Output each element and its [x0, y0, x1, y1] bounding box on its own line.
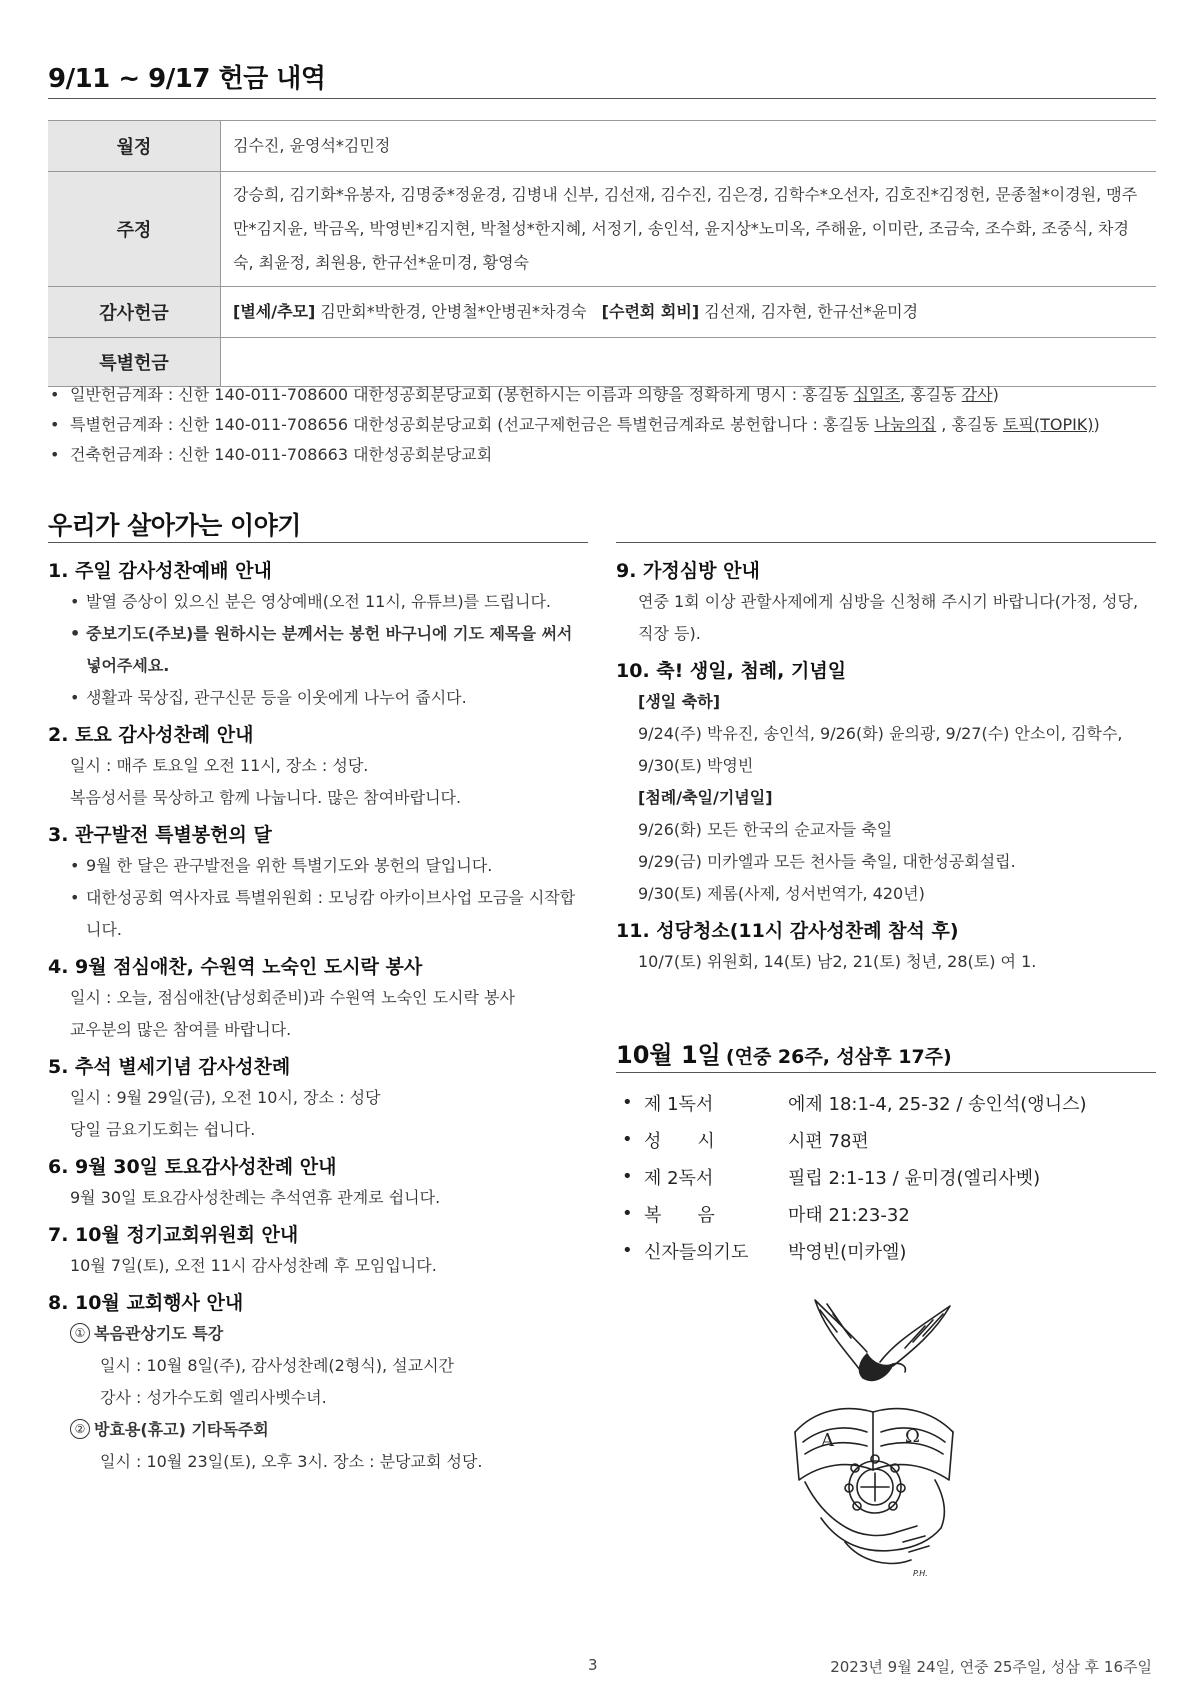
section-11-title: 11. 성당청소(11시 감사성찬례 참석 후): [616, 920, 959, 942]
section-5-line-2: 당일 금요기도회는 쉽니다.: [70, 1120, 256, 1139]
feast-line-1: 9/26(화) 모든 한국의 순교자들 축일: [638, 820, 893, 839]
circled-number-2: ②: [70, 1419, 90, 1439]
offering-table: [48, 120, 1156, 387]
reading-label: 신자들의기도: [644, 1241, 749, 1263]
section-8-sub-2-label: 방효용(휴고) 기타독주회: [94, 1420, 269, 1439]
offering-value-monthly: 김수진, 윤영석*김민정: [221, 121, 1157, 172]
readings-rule: [616, 1072, 1156, 1073]
readings-title: [616, 1035, 952, 1070]
offering-value-thanks: [221, 287, 1157, 338]
section-8-line-1: 일시 : 10월 8일(주), 감사성찬례(2형식), 설교시간: [100, 1356, 454, 1375]
reading-label: 성 시: [644, 1130, 715, 1152]
reading-label: 복 음: [644, 1204, 715, 1226]
story-rule-left: [48, 542, 588, 543]
reading-value: 마태 21:23-32: [788, 1204, 910, 1226]
offering-row-weekly: [48, 172, 1156, 287]
offering-row-thanks: [48, 287, 1156, 338]
readings-title-sub: (연중 26주, 성삼후 17주): [725, 1046, 952, 1068]
page-number: 3: [588, 1656, 598, 1674]
section-2-line-2: 복음성서를 묵상하고 함께 나눕니다. 많은 참여바랍니다.: [70, 788, 462, 807]
reading-value: 에제 18:1-4, 25-32 / 송인석(앵니스): [788, 1093, 1087, 1115]
readings-table: [622, 1084, 1087, 1269]
reading-value: 필립 2:1-13 / 윤미경(엘리사벳): [788, 1167, 1041, 1189]
section-1-bullet-3: • 생활과 묵상집, 관구신문 등을 이웃에게 나누어 줍시다.: [48, 682, 588, 714]
story-left-column: [48, 556, 588, 1478]
offering-label-monthly: 월정: [48, 121, 221, 172]
section-8-title: 8. 10월 교회행사 안내: [48, 1292, 244, 1314]
story-title: 우리가 살아가는 이야기: [48, 511, 301, 540]
account-special-mid: , 홍길동: [936, 415, 1003, 434]
feast-heading: [첨례/축일/기념일]: [638, 788, 773, 807]
section-3-bullet-2: • 대한성공회 역사자료 특별위원회 : 모닝캄 아카이브사업 모금을 시작합니다.: [48, 882, 588, 946]
section-8-sub-1-label: 복음관상기도 특강: [94, 1324, 224, 1343]
section-1-bullet-1: • 발열 증상이 있으신 분은 영상예배(오전 11시, 유튜브)를 드립니다.: [48, 586, 588, 618]
reading-row: [622, 1195, 1087, 1232]
section-4-line-2: 교우분의 많은 참여를 바랍니다.: [70, 1020, 292, 1039]
section-5-line-1: 일시 : 9월 29일(금), 오전 10시, 장소 : 성당: [70, 1088, 381, 1107]
reading-label: 제 2독서: [644, 1167, 714, 1189]
birthday-heading: [생일 축하]: [638, 692, 721, 711]
footer-date: 2023년 9월 24일, 연중 25주일, 성삼 후 16주일: [830, 1658, 1152, 1676]
section-6-title: 6. 9월 30일 토요감사성찬례 안내: [48, 1156, 337, 1178]
story-rule-right: [616, 542, 1156, 543]
account-special-end: ): [1093, 415, 1100, 434]
thanks-text-retreat: 김선재, 김자현, 한규선*윤미경: [699, 302, 919, 321]
feast-line-2: 9/29(금) 미카엘과 모든 천사들 축일, 대한성공회설립.: [638, 852, 1016, 871]
thanks-tag-retreat: [수련회 회비]: [601, 302, 700, 321]
alpha-letter: A: [821, 1430, 834, 1451]
reading-value: 시편 78편: [788, 1130, 869, 1152]
offering-label-thanks: 감사헌금: [48, 287, 221, 338]
account-general-mid: , 홍길동: [900, 385, 962, 404]
account-general-end: ): [992, 385, 999, 404]
account-special-house: 나눔의집: [874, 415, 937, 434]
section-1-title: 1. 주일 감사성찬예배 안내: [48, 560, 272, 582]
section-3-bullet-1: • 9월 한 달은 관구발전을 위한 특별기도와 봉헌의 달입니다.: [48, 850, 588, 882]
circled-number-1: ①: [70, 1323, 90, 1343]
offering-row-monthly: [48, 121, 1156, 172]
offering-title-rule: [48, 98, 1156, 99]
reading-bullet: •: [622, 1203, 633, 1224]
dove-book-chalice-illustration: [785, 1292, 965, 1582]
section-2-line-1: 일시 : 매주 토요일 오전 11시, 장소 : 성당.: [70, 756, 369, 775]
section-3-title: 3. 관구발전 특별봉헌의 달: [48, 824, 272, 846]
section-7-title: 7. 10월 정기교회위원회 안내: [48, 1224, 299, 1246]
section-8-line-3: 일시 : 10월 23일(토), 오후 3시. 장소 : 분당교회 성당.: [100, 1452, 483, 1471]
reading-label: 제 1독서: [644, 1093, 714, 1115]
reading-bullet: •: [622, 1092, 633, 1113]
section-10-title: 10. 축! 생일, 첨례, 기념일: [616, 660, 847, 682]
account-special-topik: 토픽(TOPIK): [1002, 415, 1094, 434]
omega-letter: Ω: [905, 1426, 920, 1447]
account-general-tithe: 십일조: [853, 385, 901, 404]
reading-bullet: •: [622, 1166, 633, 1187]
reading-row: [622, 1158, 1087, 1195]
account-general-text: 일반헌금계좌 : 신한 140-011-708600 대한성공회분당교회 (봉헌하시는 이름과 의향을 정확하게 명시 : 홍길동: [70, 385, 854, 404]
artist-signature: P.H.: [913, 1569, 928, 1578]
account-special-text: 특별헌금계좌 : 신한 140-011-708656 대한성공회분당교회 (선교구제헌금은 특별헌금계좌로 봉헌합니다 : 홍길동: [70, 415, 875, 434]
reading-row: [622, 1121, 1087, 1158]
thanks-text-memorial: 김만회*박한경, 안병철*안병권*차경숙: [315, 302, 587, 321]
section-2-title: 2. 토요 감사성찬례 안내: [48, 724, 254, 746]
account-list: [48, 380, 1158, 470]
account-special: [48, 410, 1158, 440]
reading-bullet: •: [622, 1240, 633, 1261]
reading-value: 박영빈(미카엘): [788, 1241, 907, 1263]
account-building: [48, 440, 1158, 470]
section-4-line-1: 일시 : 오늘, 점심애찬(남성회준비)과 수원역 노숙인 도시락 봉사: [70, 988, 515, 1007]
reading-row: [622, 1084, 1087, 1121]
offering-value-weekly: 강승희, 김기화*유봉자, 김명중*정윤경, 김병내 신부, 김선재, 김수진, 김은경, 김학수*오선자, 김호진*김정헌, 문종철*이경원, 맹주만*김지윤, 박금옥, 박영빈*김지현, 박철성*한지혜, 서정기, 송인석, 윤지상*노미옥, 주해윤, 이미란, 조금숙, 조수화, 조중식, 차경숙, 최윤정, 최원용, 한규선*윤미경, 황영숙: [221, 172, 1157, 287]
section-5-title: 5. 추석 별세기념 감사성찬례: [48, 1056, 291, 1078]
readings-title-main: 10월 1일: [616, 1041, 721, 1069]
thanks-tag-memorial: [별세/추모]: [233, 302, 316, 321]
section-9-title: 9. 가정심방 안내: [616, 560, 760, 582]
section-8-line-2: 강사 : 성가수도회 엘리사벳수녀.: [100, 1388, 327, 1407]
birthday-list: 9/24(주) 박유진, 송인석, 9/26(화) 윤의광, 9/27(수) 안소이, 김학수, 9/30(토) 박영빈: [638, 724, 1123, 775]
section-6-line-1: 9월 30일 토요감사성찬례는 추석연휴 관계로 쉽니다.: [70, 1188, 441, 1207]
reading-bullet: •: [622, 1129, 633, 1150]
feast-line-3: 9/30(토) 제롬(사제, 성서번역가, 420년): [638, 884, 925, 903]
account-general-thanks: 감사: [961, 385, 993, 404]
section-8-sub-2: [48, 1414, 588, 1446]
section-4-title: 4. 9월 점심애찬, 수원역 노숙인 도시락 봉사: [48, 956, 423, 978]
story-right-column: [616, 556, 1156, 978]
account-general: [48, 380, 1158, 410]
account-building-text: 건축헌금계좌 : 신한 140-011-708663 대한성공회분당교회: [70, 445, 493, 464]
section-11-line-1: 10/7(토) 위원회, 14(토) 남2, 21(토) 청년, 28(토) 여 1.: [638, 952, 1037, 971]
offering-label-weekly: 주정: [48, 172, 221, 287]
offering-title: 9/11 ~ 9/17 헌금 내역: [48, 64, 326, 94]
section-1-bullet-2: • 중보기도(주보)를 원하시는 분께서는 봉헌 바구니에 기도 제목을 써서 넣어주세요.: [48, 618, 588, 682]
reading-row: [622, 1232, 1087, 1269]
offering-label-special: 특별헌금: [48, 338, 221, 387]
section-8-sub-1: [48, 1318, 588, 1350]
section-9-line-1: 연중 1회 이상 관할사제에게 심방을 신청해 주시기 바랍니다(가정, 성당, 직장 등).: [638, 592, 1139, 643]
section-7-line-1: 10월 7일(토), 오전 11시 감사성찬례 후 모임입니다.: [70, 1256, 437, 1275]
